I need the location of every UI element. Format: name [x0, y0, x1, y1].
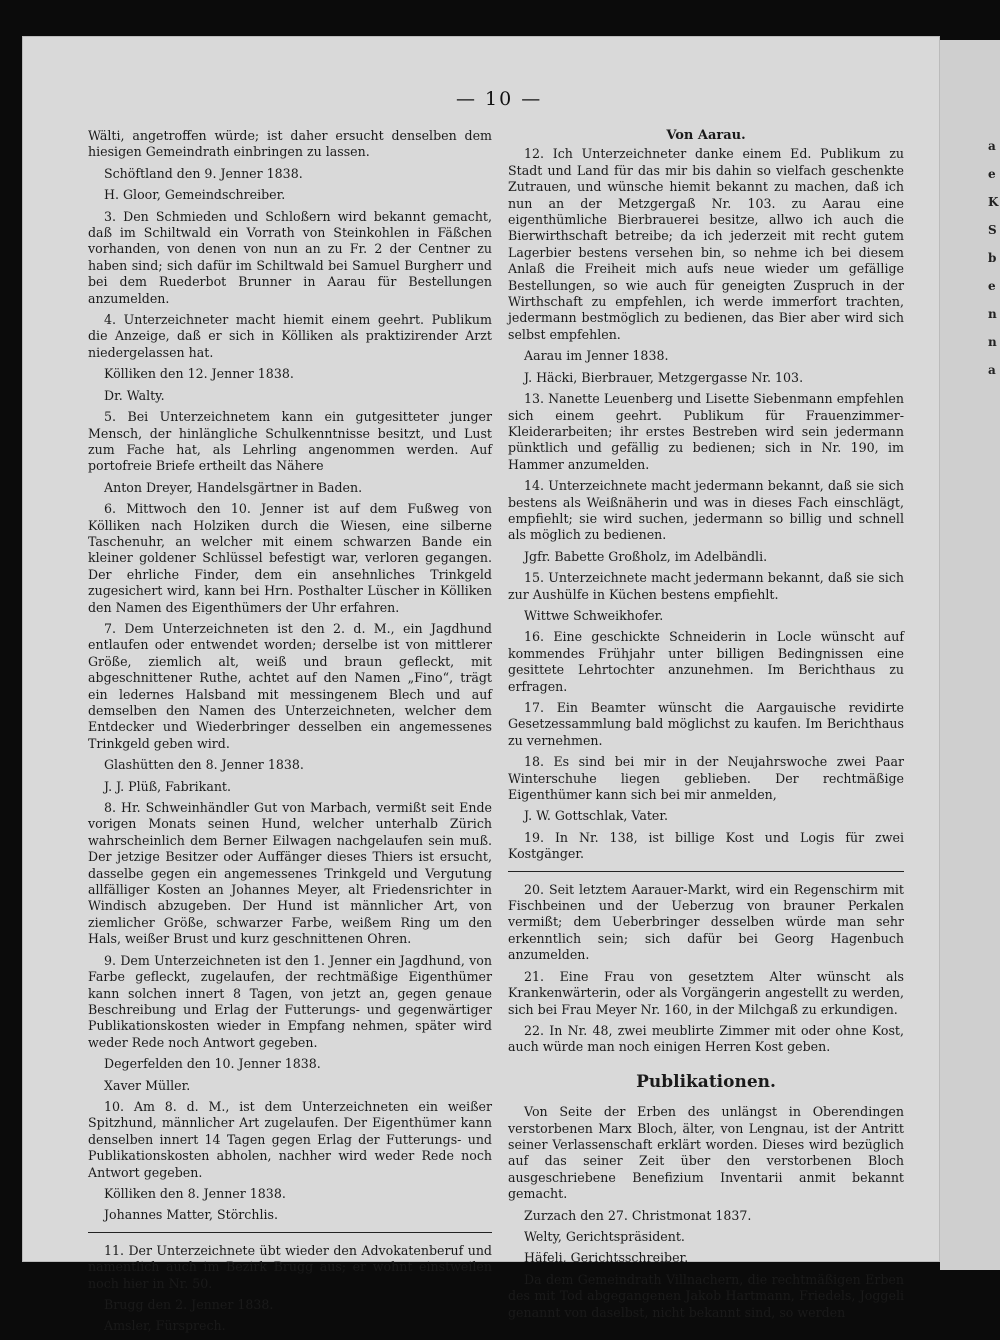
notice-paragraph: 4. Unterzeichneter macht hiemit einem geehrt. Publikum die Anzeige, daß er sich in Kölliken als praktizirender Arzt niedergelassen hat. — [88, 312, 492, 360]
notice-paragraph: 9. Dem Unterzeichneten ist den 1. Jenner ein Jagdhund, von Farbe gefleckt, zugelaufen, der rechtmäßige Eigenthümer kann solchen innert 8 Tagen, von jetzt an, gegen genaue Beschreibung und Erlag der Futterungs- und gegenwärtiger Publikationskosten wieder in Empfang nehmen, später wird weder Rede noch Antwort gegeben. — [88, 952, 492, 1050]
signature-line: Häfeli, Gerichtsschreiber. — [524, 1250, 689, 1266]
signature-line: Xaver Müller. — [104, 1077, 191, 1093]
place-date-line: Aarau im Jenner 1838. — [524, 348, 669, 364]
left-column — [88, 128, 492, 1340]
place-date-line: Zurzach den 27. Christmonat 1837. — [524, 1207, 752, 1223]
place-date-line: Brugg den 2. Jenner 1838. — [104, 1297, 274, 1312]
section-heading: Von Aarau. — [666, 128, 746, 143]
notice-paragraph: 15. Unterzeichnete macht jedermann bekannt, daß sie sich zur Aushülfe in Küchen bestens empfiehlt. — [508, 570, 904, 602]
page-number: — 10 — — [456, 88, 543, 110]
edge-letter: n — [988, 335, 997, 349]
notice-continuation: Wälti, angetroffen würde; ist daher ersucht denselben dem hiesigen Gemeindrath einbringen zu lassen. — [88, 128, 492, 160]
place-date-line: Kölliken den 12. Jenner 1838. — [104, 366, 294, 382]
edge-letter: K — [988, 195, 999, 209]
notice-paragraph: 13. Nanette Leuenberg und Lisette Siebenmann empfehlen sich einem geehrt. Publikum für Frauenzimmer-Kleiderarbeiten; ihr erstes Bestreben wird sein jedermann pünktlich und gefällig zu bedienen; sich in Nr. 190, im Hammer anzumelden. — [508, 391, 904, 472]
notice-paragraph: 21. Eine Frau von gesetztem Alter wünscht als Krankenwärterin, oder als Vorgängerin angestellt zu werden, sich bei Frau Meyer Nr. 160, in der Milchgaß zu erkundigen. — [508, 968, 904, 1017]
notice-paragraph: 17. Ein Beamter wünscht die Aargauische revidirte Gesetzessammlung bald möglichst zu kaufen. Im Berichthaus zu vernehmen. — [508, 700, 904, 748]
section-divider — [508, 871, 904, 872]
edge-letter: a — [988, 139, 996, 153]
signature-line: J. W. Gottschlak, Vater. — [524, 808, 668, 824]
notice-paragraph: Von Seite der Erben des unlängst in Oberendingen verstorbenen Marx Bloch, älter, von Lengnau, ist der Antritt seiner Verlassenschaft erklärt worden. Dieses wird bezüglich auf das seiner Zeit über den verstorbenen Bloch ausgeschriebene Benefizium Inventarii anmit bekannt gemacht. — [508, 1104, 904, 1202]
place-date-line: Glashütten den 8. Jenner 1838. — [104, 757, 304, 773]
notice-paragraph: 5. Bei Unterzeichnetem kann ein gutgesitteter junger Mensch, der hinlängliche Schulkenntnisse besitzt, und Lust zum Fache hat, als Lehrling angenommen werden. Auf portofreie Briefe ertheilt das Nähere — [88, 409, 492, 474]
signature-line: H. Gloor, Gemeindschreiber. — [104, 187, 286, 203]
notice-paragraph: 16. Eine geschickte Schneiderin in Locle wünscht auf kommendes Frühjahr unter billigen Bedingnissen eine gesittete Lehrtochter anzunehmen. Im Berichthaus zu erfragen. — [508, 629, 904, 694]
signature-line: Anton Dreyer, Handelsgärtner in Baden. — [104, 479, 363, 495]
edge-letter: e — [988, 279, 996, 293]
signature-line: J. J. Plüß, Fabrikant. — [104, 778, 231, 794]
edge-letter: b — [988, 251, 997, 265]
section-divider — [88, 1232, 492, 1233]
signature-line: Amsler, Fürsprech. — [104, 1318, 226, 1334]
signature-line: Wittwe Schweikhofer. — [524, 607, 664, 623]
right-column — [508, 128, 904, 1326]
notice-paragraph: 14. Unterzeichnete macht jedermann bekannt, daß sie sich bestens als Weißnäherin und was in dieses Fach einschlägt, empfiehlt; sie wird suchen, jedermann so billig und schnell als möglich zu bedienen. — [508, 478, 904, 543]
notice-paragraph: 10. Am 8. d. M., ist dem Unterzeichneten ein weißer Spitzhund, männlicher Art zugelaufen. Der Eigenthümer kann denselben innert 14 Tagen gegen Erlag der Futterungs- und Publikationskosten abholen, nachher wird weder Rede noch Antwort gegeben. — [88, 1098, 492, 1180]
place-date-line: Degerfelden den 10. Jenner 1838. — [104, 1056, 321, 1072]
place-date-line: Kölliken den 8. Jenner 1838. — [104, 1185, 286, 1201]
edge-letter: a — [988, 363, 996, 377]
adjacent-page-edge — [940, 40, 1000, 1270]
adjacent-page-letters — [988, 132, 998, 384]
notice-paragraph: 8. Hr. Schweinhändler Gut von Marbach, vermißt seit Ende vorigen Monats seinen Hund, welcher unterhalb Zürich wahrscheinlich dem Berner Eilwagen nachgelaufen sein muß. Der jetzige Besitzer oder Auffänger dieses Thiers ist ersucht, dasselbe gegen ein angemessenes Trinkgeld und Vergutung allfälliger Kosten an Johannes Meyer, alt Friedensrichter in Windisch abzugeben. Der Hund ist männlicher Art, von ziemlicher Größe, schwarzer Farbe, weißem Ring um den Hals, weißer Brust und kurz geschnittenen Ohren. — [88, 800, 492, 947]
notice-paragraph: 11. Der Unterzeichnete übt wieder den Advokatenberuf und namentlich auch im Bezirk Brugg aus; er wohnt einstweilen noch hier in Nr. 50. — [88, 1242, 492, 1291]
signature-line: Jgfr. Babette Großholz, im Adelbändli. — [524, 548, 768, 564]
notice-paragraph: Da dem Gemeindrath Villnachern, die rechtmäßigen Erben des mit Tod abgegangenen Jakob Hartmann, Friedels, Joggeli genannt von daselbst, nicht bekannt sind, so werden — [508, 1271, 904, 1320]
notice-paragraph: 22. In Nr. 48, zwei meublirte Zimmer mit oder ohne Kost, auch würde man noch einigen Herren Kost geben. — [508, 1022, 904, 1055]
signature-line: Dr. Walty. — [104, 387, 165, 403]
notice-paragraph: 6. Mittwoch den 10. Jenner ist auf dem Fußweg von Kölliken nach Holziken durch die Wiesen, eine silberne Taschenuhr, an welcher mit einem schwarzen Bande ein kleiner goldener Schlüssel befestigt war, verloren gegangen. Der ehrliche Finder, dem ein ansehnliches Trinkgeld zugesichert wird, kann bei Hrn. Posthalter Lüscher in Kölliken den Namen des Eigenthümers der Uhr erfahren. — [88, 501, 492, 615]
edge-letter: n — [988, 307, 997, 321]
publications-heading: Publikationen. — [636, 1071, 776, 1092]
signature-line: Johannes Matter, Störchlis. — [104, 1207, 278, 1223]
notice-paragraph: 18. Es sind bei mir in der Neujahrswoche zwei Paar Winterschuhe liegen geblieben. Der rechtmäßige Eigenthümer kann sich bei mir anmelden, — [508, 754, 904, 803]
signature-line: J. Häcki, Bierbrauer, Metzgergasse Nr. 103. — [524, 369, 804, 385]
notice-paragraph: 20. Seit letztem Aarauer-Markt, wird ein Regenschirm mit Fischbeinen und der Ueberzug von brauner Perkalen vermißt; dem Ueberbringer desselben würde man sehr erkenntlich sein; sich dafür bei Georg Hagenbuch anzumelden. — [508, 881, 904, 963]
notice-paragraph: 19. In Nr. 138, ist billige Kost und Logis für zwei Kostgänger. — [508, 829, 904, 862]
signature-line: Welty, Gerichtspräsident. — [524, 1228, 685, 1244]
notice-paragraph: 7. Dem Unterzeichneten ist den 2. d. M., ein Jagdhund entlaufen oder entwendet worden; derselbe ist von mittlerer Größe, ziemlich alt, weiß und braun gefleckt, mit abgeschnittener Ruthe, achtet auf den Namen „Fino“, trägt ein ledernes Halsband mit messingenem Blech und auf demselben den Namen des Unterzeichneten, welcher dem Entdecker und Wiederbringer desselben ein angemessenes Trinkgeld geben wird. — [88, 620, 492, 751]
place-date-line: Schöftland den 9. Jenner 1838. — [104, 165, 303, 181]
notice-paragraph: 12. Ich Unterzeichneter danke einem Ed. Publikum zu Stadt und Land für das mir bis dahin so vielfach geschenkte Zutrauen, und wünsche hiemit bekannt zu machen, daß ich nun an der Metzgergaß Nr. 103. zu Aarau eine eigenthümliche Bierbrauerei besitze, allwo ich auch die Bierwirthschaft betreibe; da ich jederzeit mit recht gutem Lagerbier bestens versehen bin, so nehme ich bei diesem Anlaß die Freiheit mich aufs neue wieder um gefällige Bestellungen, so wie auch für geneigten Zuspruch in der Wirthschaft zu empfehlen, ich werde immerfort trachten, jedermann bestmöglich zu bedienen, das Bier aber wird sich selbst empfehlen. — [508, 146, 904, 342]
edge-letter: e — [988, 167, 996, 181]
notice-paragraph: 3. Den Schmieden und Schloßern wird bekannt gemacht, daß im Schiltwald ein Vorrath von Steinkohlen in Fäßchen vorhanden, von denen von nun an zu Fr. 2 der Centner zu haben sind; sich dafür im Schiltwald bei Samuel Burgherr und bei dem Ruederbot Brunner in Aarau für Bestellungen anzumelden. — [88, 208, 492, 306]
edge-letter: S — [988, 223, 997, 237]
